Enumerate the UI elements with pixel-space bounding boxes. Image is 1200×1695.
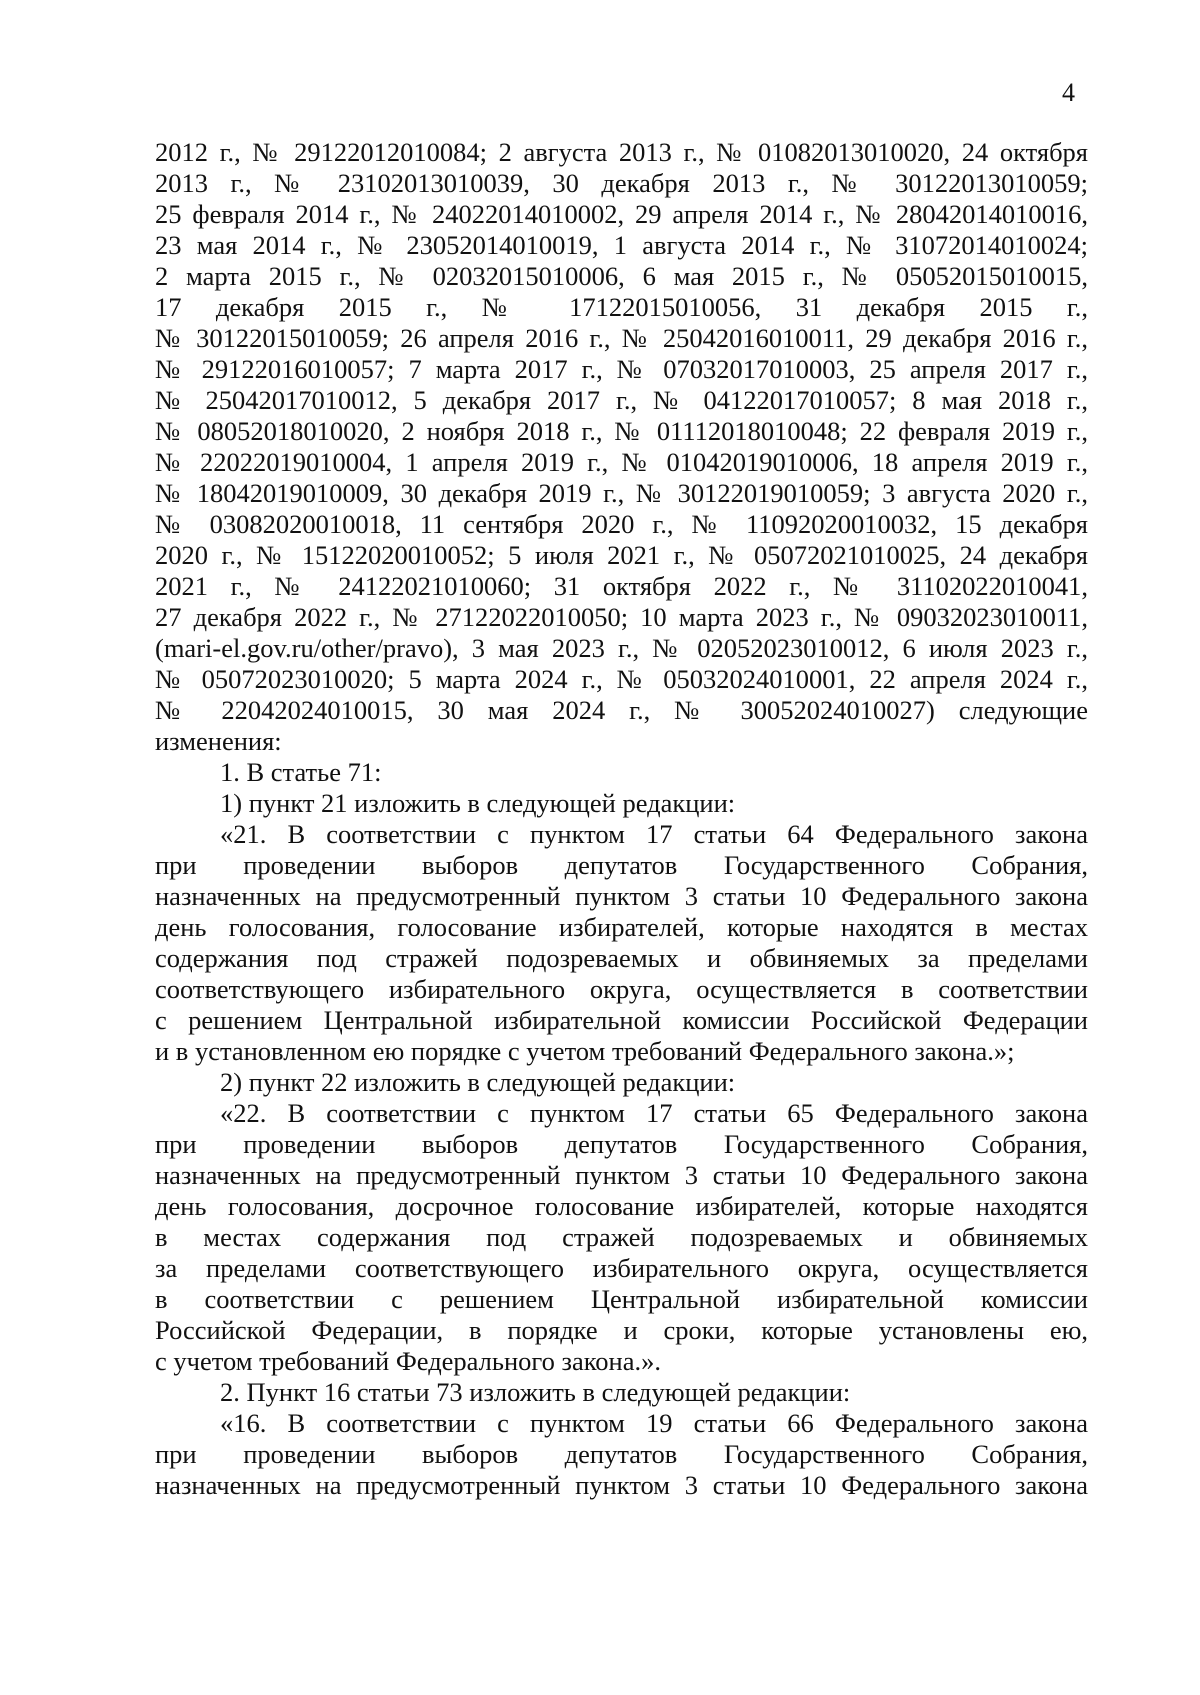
text-line: изменения:: [155, 726, 282, 756]
text-line: 2 марта 2015 г., № 02032015010006, 6 мая 2015 г., № 05052015010015,: [155, 261, 1088, 291]
text-line: и в установленном ею порядке с учетом требований Федерального закона.»;: [155, 1036, 1015, 1066]
text-line: с решением Центральной избирательной комиссии Российской Федерации: [155, 1005, 1088, 1035]
text-line: № 30122015010059; 26 апреля 2016 г., № 25042016010011, 29 декабря 2016 г.,: [155, 323, 1088, 353]
text-line: за пределами соответствующего избирательного округа, осуществляется: [155, 1253, 1088, 1283]
text-line: 2012 г., № 29122012010084; 2 августа 2013 г., № 01082013010020, 24 октября: [155, 137, 1088, 167]
text-line: 2020 г., № 15122020010052; 5 июля 2021 г., № 05072021010025, 24 декабря: [155, 540, 1088, 570]
text-line: содержания под стражей подозреваемых и обвиняемых за пределами: [155, 943, 1088, 973]
text-line: 2) пункт 22 изложить в следующей редакции:: [220, 1067, 736, 1097]
text-line: 1) пункт 21 изложить в следующей редакции:: [220, 788, 736, 818]
text-line: 1. В статье 71:: [220, 757, 382, 787]
text-line: 2. Пункт 16 статьи 73 изложить в следующей редакции:: [220, 1377, 851, 1407]
text-line: 25 февраля 2014 г., № 24022014010002, 29 апреля 2014 г., № 28042014010016,: [155, 199, 1088, 229]
text-line: 23 мая 2014 г., № 23052014010019, 1 августа 2014 г., № 31072014010024;: [155, 230, 1088, 260]
text-line: назначенных на предусмотренный пунктом 3 статьи 10 Федерального закона: [155, 1470, 1088, 1500]
text-line: «16. В соответствии с пунктом 19 статьи 66 Федерального закона: [220, 1408, 1088, 1438]
text-line: 27 декабря 2022 г., № 27122022010050; 10 марта 2023 г., № 09032023010011,: [155, 602, 1088, 632]
text-line: № 29122016010057; 7 марта 2017 г., № 07032017010003, 25 апреля 2017 г.,: [155, 354, 1088, 384]
text-line: № 18042019010009, 30 декабря 2019 г., № 30122019010059; 3 августа 2020 г.,: [155, 478, 1088, 508]
text-line: 17 декабря 2015 г., № 17122015010056, 31 декабря 2015 г.,: [155, 292, 1088, 322]
text-line: «22. В соответствии с пунктом 17 статьи 65 Федерального закона: [220, 1098, 1088, 1128]
text-line: № 22022019010004, 1 апреля 2019 г., № 01042019010006, 18 апреля 2019 г.,: [155, 447, 1088, 477]
text-line: день голосования, досрочное голосование избирателей, которые находятся: [155, 1191, 1088, 1221]
text-line: в соответствии с решением Центральной избирательной комиссии: [155, 1284, 1088, 1314]
text-line: № 08052018010020, 2 ноября 2018 г., № 01112018010048; 22 февраля 2019 г.,: [155, 416, 1088, 446]
text-line: в местах содержания под стражей подозреваемых и обвиняемых: [155, 1222, 1088, 1252]
page-number: 4: [1062, 78, 1075, 107]
text-line: при проведении выборов депутатов Государственного Собрания,: [155, 850, 1088, 880]
text-line: (mari-el.gov.ru/other/pravo), 3 мая 2023 г., № 02052023010012, 6 июля 2023 г.,: [155, 633, 1088, 663]
text-line: день голосования, голосование избирателей, которые находятся в местах: [155, 912, 1088, 942]
text-line: при проведении выборов депутатов Государственного Собрания,: [155, 1439, 1088, 1469]
text-line: Российской Федерации, в порядке и сроки, которые установлены ею,: [155, 1315, 1088, 1345]
text-line: № 03082020010018, 11 сентября 2020 г., № 11092020010032, 15 декабря: [155, 509, 1088, 539]
text-line: при проведении выборов депутатов Государственного Собрания,: [155, 1129, 1088, 1159]
text-line: № 22042024010015, 30 мая 2024 г., № 30052024010027) следующие: [155, 695, 1088, 725]
text-line: № 25042017010012, 5 декабря 2017 г., № 04122017010057; 8 мая 2018 г.,: [155, 385, 1088, 415]
text-line: № 05072023010020; 5 марта 2024 г., № 05032024010001, 22 апреля 2024 г.,: [155, 664, 1088, 694]
text-line: назначенных на предусмотренный пунктом 3 статьи 10 Федерального закона: [155, 1160, 1088, 1190]
document-body: [155, 137, 1088, 1501]
text-line: «21. В соответствии с пунктом 17 статьи 64 Федерального закона: [220, 819, 1088, 849]
text-line: 2013 г., № 23102013010039, 30 декабря 2013 г., № 30122013010059;: [155, 168, 1088, 198]
text-line: с учетом требований Федерального закона.».: [155, 1346, 661, 1376]
text-line: 2021 г., № 24122021010060; 31 октября 2022 г., № 31102022010041,: [155, 571, 1088, 601]
text-line: соответствующего избирательного округа, осуществляется в соответствии: [155, 974, 1088, 1004]
text-line: назначенных на предусмотренный пунктом 3 статьи 10 Федерального закона: [155, 881, 1088, 911]
